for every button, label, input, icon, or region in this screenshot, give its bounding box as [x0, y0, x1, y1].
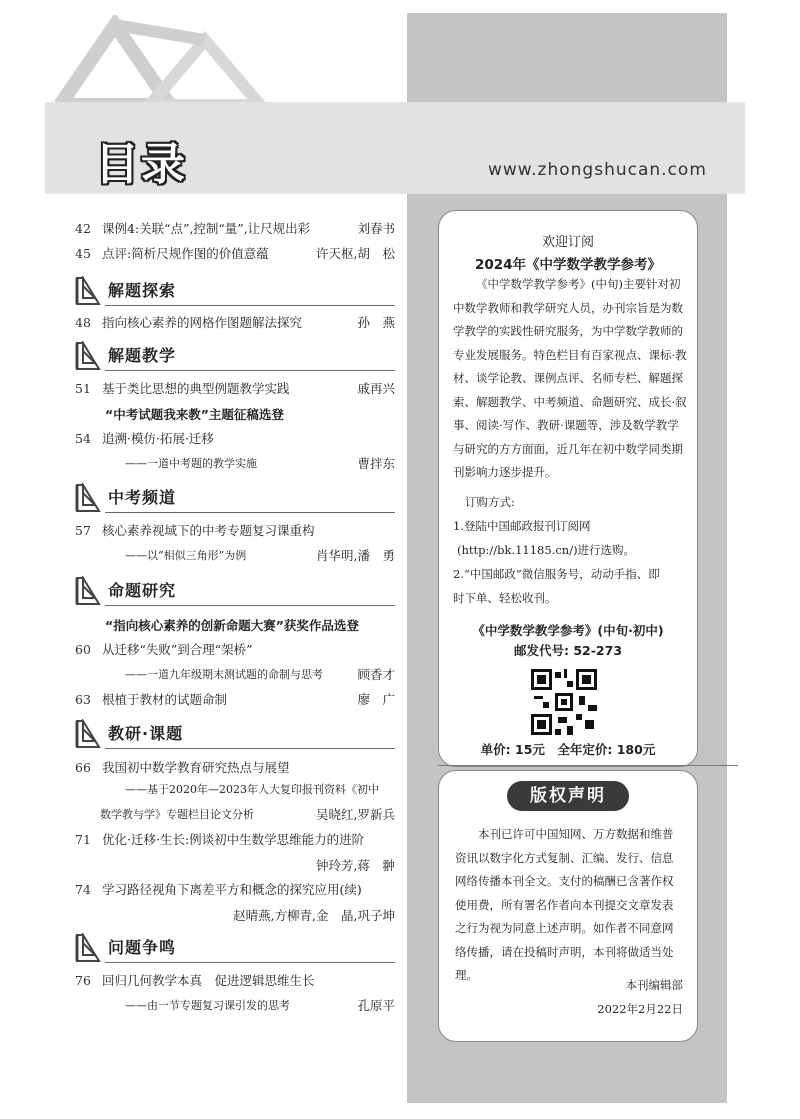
subscription-paragraph: 《中学数学教学参考》(中旬)主要针对初中数学教师和教学研究人员，办刊宗旨是为数学教学的实践性研究服务，为中学数学教师的专业发展服务。特色栏目有百家视点、课标·教材、谈学论教、课例点评、名师专栏、解题探索、解题教学、中考频道、命题研究、成长·叙事、阅读·写作、教研·课题等，涉及数学教学与研究的方方面面，近几年在初中数学同类期刊影响力逐步提升。 [453, 277, 687, 479]
section-divider [105, 748, 395, 749]
entry-title: 优化·迁移·生长:例谈初中生数学思维能力的进阶 [102, 832, 365, 847]
entry-author: 孔原平 [357, 998, 395, 1013]
section-header [75, 341, 395, 371]
section-divider [105, 605, 395, 606]
order-method-2-cont: 时下单、轻松收刊。 [453, 591, 557, 605]
entry-title: 回归几何教学本真 促进逻辑思维生长 [102, 973, 315, 988]
toc-entry[interactable] [75, 314, 395, 332]
entry-title: 指向核心素养的网格作图题解法探究 [102, 315, 303, 330]
editorial-office: 本刊编辑部 [625, 978, 683, 992]
toc-entry[interactable] [75, 831, 395, 849]
entry-title: 从迁移“失败”到合理“架桥” [102, 642, 253, 657]
order-heading: 订购方式: [465, 495, 515, 509]
entry-subtitle: 数学教与学》专题栏目论文分析 [100, 808, 254, 821]
section-logo-icon [75, 933, 101, 963]
entry-author: 戚再兴 [357, 381, 395, 396]
toc-entry[interactable] [75, 759, 395, 777]
collection-heading: “指向核心素养的创新命题大赛”获奖作品选登 [105, 618, 359, 633]
entry-author: 赵晴燕,方柳青,金 晶,巩子坤 [233, 908, 395, 923]
page-number: 76 [75, 973, 91, 988]
page-number: 74 [75, 882, 91, 897]
section-header [75, 719, 395, 749]
subscription-card [438, 210, 698, 767]
section-title: 中考频道 [108, 488, 177, 507]
entry-author: 肖华明,潘 勇 [316, 548, 395, 563]
section-header [75, 576, 395, 606]
entry-title: 基于类比思想的典型例题教学实践 [102, 381, 290, 396]
section-divider [105, 305, 395, 306]
page-number: 45 [75, 246, 91, 261]
section-header [75, 276, 395, 306]
toc-entry[interactable] [75, 972, 395, 990]
page-number: 48 [75, 315, 91, 330]
section-logo-icon [75, 576, 101, 606]
postal-code: 邮发代号: 52-273 [513, 643, 623, 658]
geometric-decoration [55, 15, 305, 105]
section-divider [105, 962, 395, 963]
entry-title: 我国初中数学教育研究热点与展望 [102, 760, 290, 775]
page-number: 42 [75, 221, 91, 236]
page-number: 57 [75, 523, 91, 538]
entry-title: 学习路径视角下离差平方和概念的探究应用(续) [102, 882, 362, 897]
entry-author: 许天枢,胡 松 [316, 246, 395, 261]
copyright-body: 本刊已许可中国知网、万方数据和维普资讯以数字化方式复制、汇编、发行、信息网络传播本刊全文。支付的稿酬已含著作权使用费，所有署名作者向本刊提交文章发表之行为视为同意上述声明。如作者不同意网络传播，请在投稿时声明，本刊将做适当处理。 [455, 827, 674, 982]
entry-author: 刘春书 [357, 221, 395, 236]
page-number: 51 [75, 381, 91, 396]
entry-subtitle: ——一道九年级期末测试题的命制与思考 [125, 668, 323, 681]
toc-subtitle [75, 547, 395, 565]
journal-name: 《中学数学教学参考》(中旬·初中) [472, 623, 664, 638]
section-divider [105, 512, 395, 513]
entry-author: 顾香才 [357, 667, 395, 682]
toc-entry[interactable] [75, 641, 395, 659]
entry-title: 课例4:关联“点”,控制“量”,让尺规出彩 [102, 221, 311, 236]
toc-entry[interactable] [75, 220, 395, 238]
toc-subtitle [75, 997, 395, 1015]
entry-author: 孙 燕 [357, 315, 395, 330]
toc-entry[interactable] [75, 881, 395, 899]
entry-subtitle: ——由一节专题复习课引发的思考 [125, 999, 290, 1012]
subscription-heading: 欢迎订阅 [541, 235, 594, 250]
section-title: 解题探索 [108, 281, 177, 300]
statement-date: 2022年2月22日 [597, 1001, 683, 1016]
entry-author: 曹拌东 [357, 456, 395, 471]
page-number: 71 [75, 832, 91, 847]
page-title: 目录 [95, 139, 187, 190]
section-logo-icon [75, 341, 101, 371]
toc-subtitle [75, 455, 395, 473]
copyright-title: 版权声明 [507, 781, 629, 811]
toc-entry[interactable] [75, 245, 395, 263]
subscription-title: 2024年《中学数学教学参考》 [474, 257, 662, 273]
section-title: 解题教学 [108, 346, 177, 365]
section-title: 问题争鸣 [108, 938, 177, 957]
order-method-2: 2.“中国邮政”微信服务号，动动手指、即 [453, 567, 660, 581]
qr-code-icon[interactable] [531, 669, 597, 735]
divider [438, 765, 738, 766]
copyright-card [438, 770, 698, 1042]
entry-author: 吴晓红,罗新兵 [316, 807, 395, 822]
collection-heading: “中考试题我来教”主题征稿选登 [105, 407, 284, 422]
section-logo-icon [75, 276, 101, 306]
toc-entry[interactable] [75, 380, 395, 398]
page-number: 66 [75, 760, 91, 775]
toc-entry[interactable] [75, 691, 395, 709]
toc-entry[interactable] [75, 522, 395, 540]
toc-entry[interactable] [75, 430, 395, 448]
entry-title: 点评:简析尺规作图的价值意蕴 [102, 246, 269, 261]
section-title: 命题研究 [108, 581, 177, 600]
price: 单价: 15元 全年定价: 180元 [480, 742, 656, 757]
entry-title: 核心素养视域下的中考专题复习课重构 [102, 523, 315, 538]
entry-title: 追溯·模仿·拓展·迁移 [102, 431, 214, 446]
order-method-1: 1.登陆中国邮政报刊订阅网 [453, 519, 591, 533]
page-number: 54 [75, 431, 91, 446]
toc-subtitle [75, 666, 395, 684]
page-number: 63 [75, 692, 91, 707]
entry-subtitle: ——一道中考题的教学实施 [125, 457, 257, 470]
entry-subtitle: ——以“相似三角形”为例 [125, 549, 247, 562]
section-logo-icon [75, 483, 101, 513]
entry-title: 根植于教材的试题命制 [102, 692, 228, 707]
section-logo-icon [75, 719, 101, 749]
section-title: 教研·课题 [108, 724, 184, 743]
section-divider [105, 370, 395, 371]
page-number: 60 [75, 642, 91, 657]
section-header [75, 483, 395, 513]
order-url[interactable]: (http://bk.11185.cn/)进行选购。 [457, 543, 636, 557]
entry-subtitle: ——基于2020年—2023年人大复印报刊资料《初中 [125, 783, 379, 796]
entry-author: 钟玲芳,蒋 翀 [316, 858, 395, 873]
website-url[interactable]: www.zhongshucan.com [488, 160, 707, 180]
section-header [75, 933, 395, 963]
entry-author: 廖 广 [357, 692, 395, 707]
copyright-signature [597, 974, 683, 1021]
